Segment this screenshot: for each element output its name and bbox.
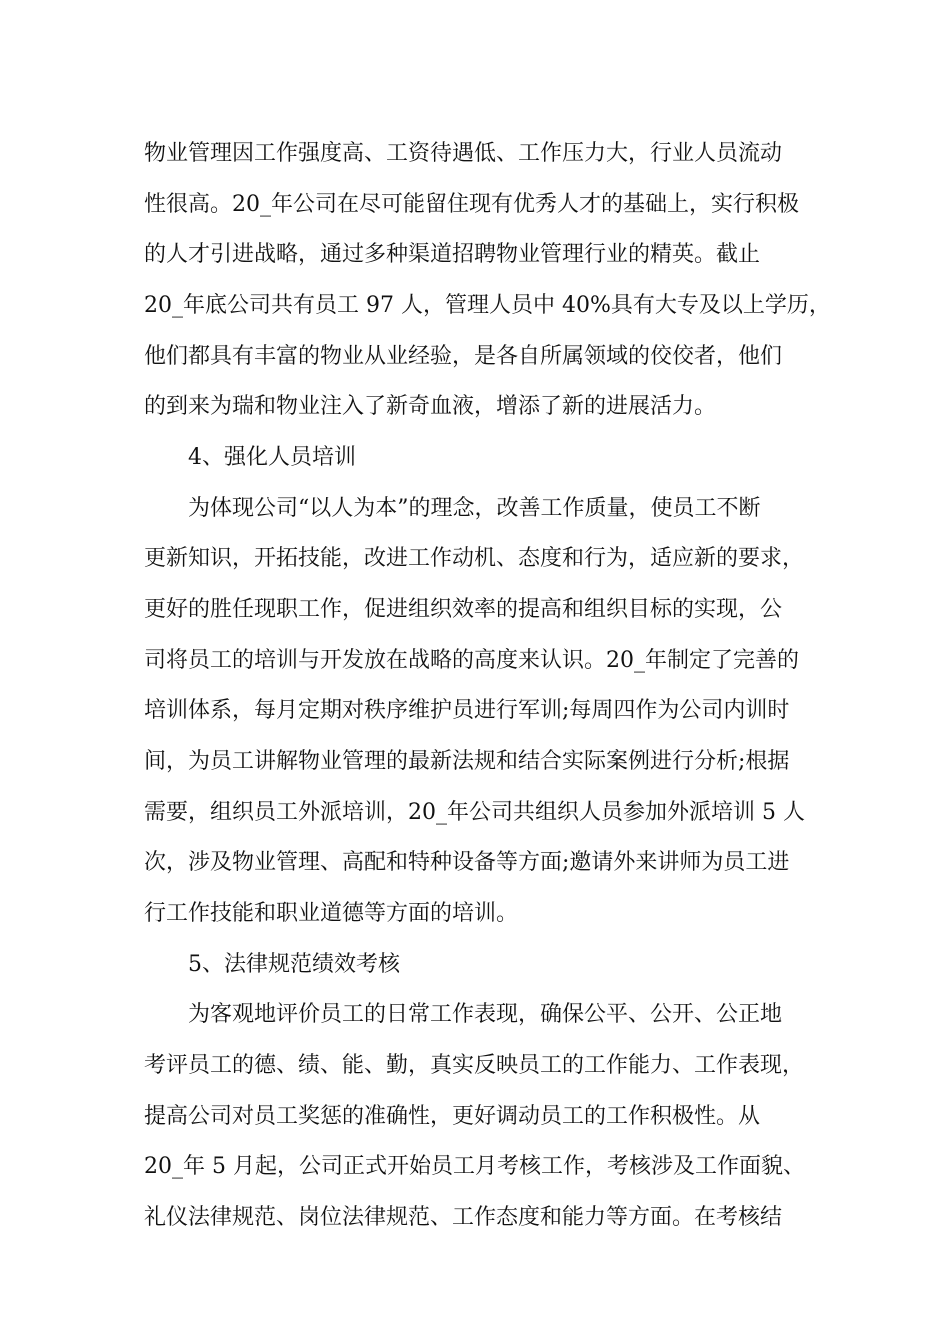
text-line-15: 次，涉及物业管理、高配和特种设备等方面;邀请外来讲师为员工进	[144, 850, 790, 875]
text-line-1: 物业管理因工作强度高、工资待遇低、工作压力大，行业人员流动	[144, 141, 783, 166]
text-line-10: 更好的胜任现职工作，促进组织效率的提高和组织目标的实现，公	[144, 597, 783, 622]
section-heading-4: 4、强化人员培训	[188, 445, 356, 470]
text-line-12: 培训体系，每月定期对秩序维护员进行军训;每周四作为公司内训时	[144, 698, 790, 723]
text-line-5: 他们都具有丰富的物业从业经验，是各自所属领域的佼佼者，他们	[144, 344, 783, 369]
text-line-13: 间，为员工讲解物业管理的最新法规和结合实际案例进行分析;根据	[144, 749, 790, 774]
text-line-2: 性很高。20_年公司在尽可能留住现有优秀人才的基础上，实行积极	[144, 192, 799, 217]
text-line-20: 提高公司对员工奖惩的准确性，更好调动员工的工作积极性。从	[144, 1104, 761, 1129]
text-line-8: 为体现公司“以人为本”的理念，改善工作质量，使员工不断	[188, 496, 761, 521]
text-line-14: 需要，组织员工外派培训，20_年公司共组织人员参加外派培训 5 人	[144, 800, 805, 825]
text-line-16: 行工作技能和职业道德等方面的培训。	[144, 901, 519, 926]
section-heading-5: 5、法律规范绩效考核	[188, 952, 400, 977]
text-line-21: 20_年 5 月起，公司正式开始员工月考核工作，考核涉及工作面貌、	[144, 1154, 805, 1179]
text-line-11: 司将员工的培训与开发放在战略的高度来认识。20_年制定了完善的	[144, 648, 799, 673]
text-line-6: 的到来为瑞和物业注入了新奇血液，增添了新的进展活力。	[144, 394, 717, 419]
text-line-4: 20_年底公司共有员工 97 人，管理人员中 40%具有大专及以上学历，	[144, 293, 831, 318]
text-line-18: 为客观地评价员工的日常工作表现，确保公平、公开、公正地	[188, 1002, 783, 1027]
text-line-3: 的人才引进战略，通过多种渠道招聘物业管理行业的精英。截止	[144, 242, 761, 267]
text-line-9: 更新知识，开拓技能，改进工作动机、态度和行为，适应新的要求，	[144, 546, 805, 571]
text-line-19: 考评员工的德、绩、能、勤，真实反映员工的工作能力、工作表现，	[144, 1053, 805, 1078]
text-line-22: 礼仪法律规范、岗位法律规范、工作态度和能力等方面。在考核结	[144, 1205, 783, 1230]
